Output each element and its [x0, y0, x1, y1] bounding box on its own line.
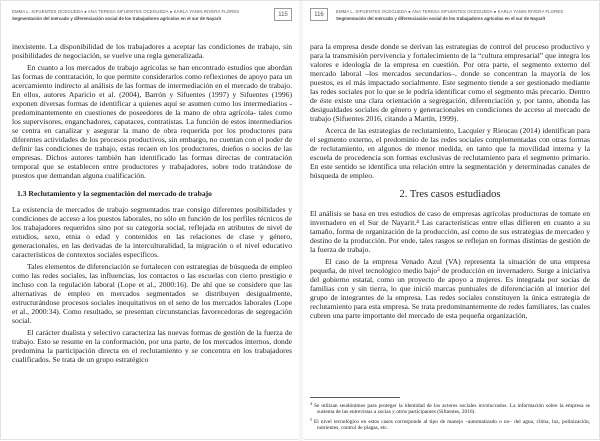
paragraph: En cuanto a los mercados de trabajo agrícolas se han encontrado estudios que abordan las formas de contratación, lo que permite considerarlos como reflexiones de apoyo para un acercamiento indirecto al análisis de las formas de intermediación en el mercado de trabajo. En ellos, autores Aparicio et al. (2004), Barrón y Sifuentes (1997) y Sifuentes (1996) exponen diversas formas de identificar a quienes aquí se asumen como los intermediarios -predominantemente en cuestiones de poseedores de la mano de obra agrícola- tales como los supervisores, enganchadores, capataces, contratistas. La función de estos intermediarios se centra en canalizar y asegurar la mano de obra requerida por los productores para diferentes actividades de los procesos productivos, sin embargo, no cuentan con el poder de definir las condiciones de trabajo, estas recaen en los productores, dueños o socios de las empresas. Dichos autores también han identificado las formas directas de contratación temporal que se establecen entre productores y trabajadores, sobre todo tratándose de puestos que demandan alguna cualificación.	[12, 63, 292, 180]
right-page-body	[310, 42, 590, 391]
left-page-number: 115	[274, 8, 292, 21]
paragraph: La existencia de mercados de trabajo segmentados trae consigo diferentes posibilidades y condiciones de acceso a los puestos laborales, no sólo en función de los perfiles técnicos de los trabajadores requeridos sino por su categoría social, reflejada en atributos de nivel de estudios, sexo, etnia o edad y contenidos en las relaciones de clase y género, generacionales, en las derivadas de la interculturalidad, la migración o el nivel educativo característicos de contextos sociales específicos.	[12, 205, 292, 259]
paragraph: Acerca de las estrategias de reclutamiento, Lacquier y Rieucau (2014) identifican para el segmento externo, el predominio de las redes sociales complementadas con otras formas de reclutamiento, en algunos de menor medida, en tanto que la movilidad interna y la escuela de procedencia son formas exclusivas de reclutamiento para el segmento primario. En este sentido se identifica una relación entre la segmentación y determinadas canales de búsqueda de empleo.	[310, 126, 590, 180]
paragraph: El carácter dualista y selectivo caracteriza las nuevas formas de gestión de la fuerza de trabajo. Esto se resume en la conformación, por una parte, de los mercados internos, donde predomina la participación directa en el reclutamiento y se concentra en los trabajadores cualificados. Se trata de un grupo estratégico	[12, 328, 292, 364]
footnote-number: 4	[310, 400, 312, 406]
page-gutter	[298, 1, 304, 441]
footnote	[310, 401, 590, 416]
footnote	[310, 417, 590, 432]
footnote-number: 5	[310, 416, 312, 422]
footnote-text: Se utilizan seudónimos para proteger la identidad de los actores sociales involucrados. La información sobre la empresa se sustenta de las entrevistas a socias y otros participantes (Sifuentes, 2016).	[314, 402, 590, 416]
right-page	[310, 1, 590, 441]
left-page-body	[12, 42, 292, 433]
left-header-text	[12, 8, 266, 22]
right-header-authors: EMMA L. SIFUENTES OCEGUEDA ● ANA TERESA SIFUENTES OCEGUEDA ● KARLA YANIN RIVERA FLORES	[336, 9, 564, 14]
right-page-number: 116	[310, 8, 328, 21]
right-running-header	[310, 8, 590, 30]
left-page	[12, 1, 292, 441]
paragraph: para la empresa desde donde se derivan las estrategias de control del proceso productivo y para la transmisión pervivencia y fortalecimiento de la “cultura empresarial” que integra los valores e ideología de la empresa en cuestión. Por otra parte, el segmento externo del mercado laboral –los mercados secundarios–, donde se concentran la mayoría de los puestos, es el más impactado socialmente. Este segmento tiende a ser gestionado mediante las redes sociales por lo que se le podría identificar como el segmento más precario. Dentro de éste existe una clara orientación a segregación, diferenciación y, por tanto, ahonda las desigualdades sociales de género y generacionales en condiciones de acceso al mercado de trabajo (Sifuentes 2016, citando a Martín, 1999).	[310, 42, 590, 123]
paragraph: El caso de la empresa Venado Azul (VA) representa la situación de una empresa pequeña, de nivel tecnológico medio bajo⁵ de producción en invernadero. Surge a iniciativa del gobierno estatal, como un proyecto de apoyo a mujeres. Es integrada por socias de familias con y sin tierra, lo que inició marcas puntuales de diferenciación al interior del grupo de integrantes de la empresa. Las redes sociales constituyen la única estrategia de reclutamiento para esta empresa. Se trata predominantemente de redes familiares, las cuales cubren una parte importante del mercado de esta pequeña organización,	[310, 257, 590, 320]
left-header-authors: EMMA L. SIFUENTES OCEGUEDA ● ANA TERESA SIFUENTES OCEGUEDA ● KARLA YANIN RIVERA FLORES	[12, 9, 240, 14]
paragraph: inexistente. La disponibilidad de los trabajadores a aceptar las condiciones de trabajo, sin posibilidades de negociación, se vuelve una regla generalizada.	[12, 42, 292, 60]
section-heading: 2. Tres casos estudiados	[399, 189, 501, 200]
right-header-text	[336, 8, 590, 22]
left-header-title: Segmentación del mercado y diferenciación social de los trabajadores agrícolas en el sur de Nayarit	[12, 16, 222, 21]
left-running-header	[12, 8, 292, 30]
paragraph: El análisis se basa en tres estudios de caso de empresas agrícolas productoras de tomate en invernadero en el Sur de Nayarit.⁴ Las características entre ellas difieren en cuanto a su tamaño, forma de organización de la producción, así como de sus estrategias de mercadeo y destino de la producción. Por ende, tales rasgos se reflejan en formas distintas de gestión de la fuerza de trabajo.	[310, 209, 590, 254]
footnote-rule	[310, 397, 400, 398]
section-heading: 1.3 Reclutamiento y la segmentación del mercado de trabajo	[17, 189, 212, 198]
right-header-title: Segmentación del mercado y diferenciación social de los trabajadores agrícolas en el sur de Nayarit	[336, 16, 546, 21]
paragraph: Tales elementos de diferenciación se fortalecen con estrategias de búsqueda de empleo como las redes sociales, las influencias, los contactos o las escuelas con cierto prestigio e incluso con la regulación laboral (Lope et al., 2000:16). De ahí que se considere que las alternativas de empleo en mercados segmentados se distribuyen desigualmente, estructurándose procesos sociales inequitativos en el seno de los mercados laborales (Lope et al., 2000:34). Como resultado, se presentan circunstancias favorecedoras de segregación social.	[12, 262, 292, 325]
footnotes	[310, 397, 590, 433]
footnote-text: El nivel tecnológico en estos casos corresponde al tipo de manejo –automatizado o no– del agua, clima, luz, polinización, nutrientes, control de plagas, etc.	[314, 418, 590, 432]
